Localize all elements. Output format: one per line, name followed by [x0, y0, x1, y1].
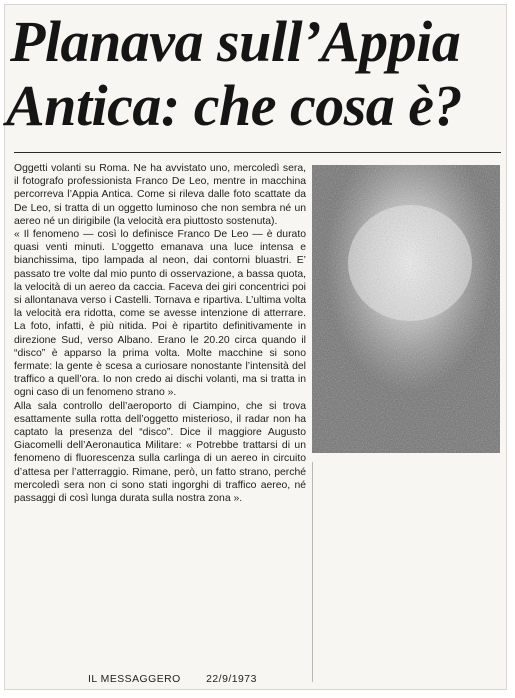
headline-line-1: Planava sull’Appia: [10, 9, 461, 74]
article-paragraph: Oggetti volanti su Roma. Ne ha avvistato uno, mercoledì sera, il fotografo professionista Franco De Leo, mentre in macchina percorreva l’Appia Antica. Come si rileva dalle foto scattate da De Leo, si tratta di un oggetto luminoso che non sembra né un aereo né un dirigibile (la velocità era piuttosto sostenuta).: [14, 163, 306, 227]
article-signature: [88, 674, 308, 685]
article-paragraph: « Il fenomeno — così lo definisce Franco De Leo — è durato quasi venti minuti. L’oggetto emanava una luce intensa e bianchissima, tipo lampada al neon, dai contorni bluastri. E’ passato tre volte dal mio punto di osservazione, a bassa quota, la velocità di un aereo da caccia. Faceva dei giri concentrici poi si allontanava verso i Castelli. Tornava e ripartiva. L’ultima volta la velocità era ridotta, come se avesse intenzione di atterrare. La foto, infatti, è più nitida. Poi è ripartito definitivamente in direzione Sud, verso Albano. Erano le 20.20 circa quando il “disco” è apparso la prima volta. Molte macchine si sono fermate: la gente è scesa a curiosare nonostante l’intensità del traffico a quell’ora. Io non credo ai dischi volanti, ma si tratta in ogni caso di un fenomeno strano ».: [14, 229, 306, 399]
headline-line-2: Antica: che cosa è?: [6, 73, 463, 138]
empty-column: [312, 462, 501, 682]
photo-grain-icon: [312, 165, 500, 453]
ufo-photo: [312, 165, 500, 453]
article-paragraph: Alla sala controllo dell’aeroporto di Ciampino, che si trova esattamente sulla rotta dell’oggetto misterioso, il radar non ha captato la presenza del “disco”. Dice il maggiore Augusto Giacomelli dell’Aeronautica Militare: « Potrebbe trattarsi di un fenomeno di fluorescenza sulla carlinga di un aereo in circuito d’attesa per l’atterraggio. Rimane, però, un fatto strano, perché mercoledì sera non ci sono stati ingorghi di traffico aereo, né passaggi di così lunga durata sulla nostra zona ».: [14, 400, 306, 505]
article-body: [14, 162, 306, 505]
newspaper-source: IL MESSAGGERO: [88, 674, 181, 685]
headline: [6, 10, 506, 138]
headline-rule: [14, 152, 501, 153]
article-date: 22/9/1973: [206, 674, 257, 685]
